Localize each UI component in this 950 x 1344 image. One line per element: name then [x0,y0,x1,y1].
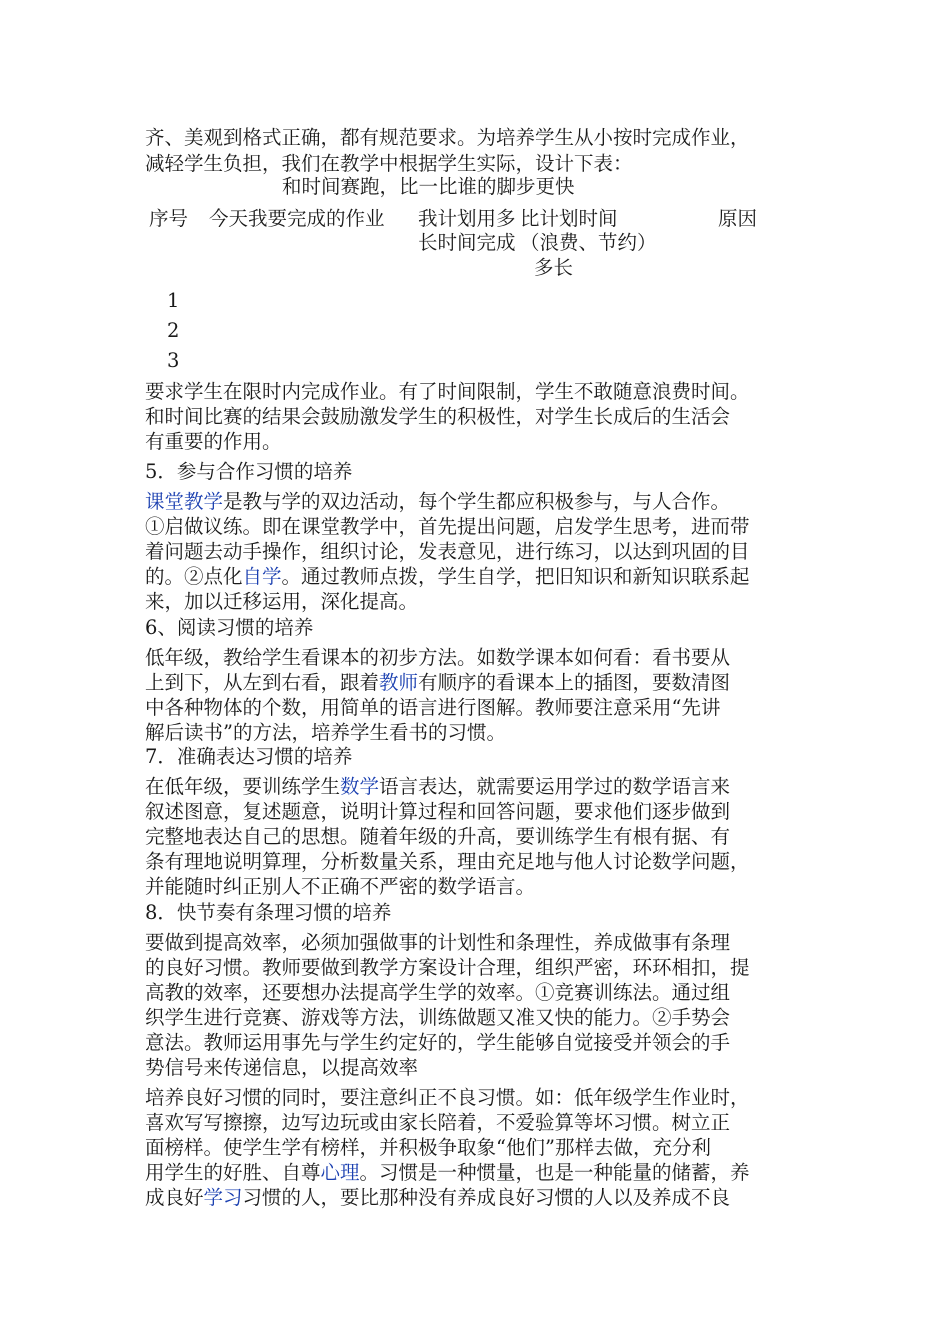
text-span: 的。②点化 [145,565,243,588]
paragraph-line: 势信号来传递信息，以提高效率 [145,1056,419,1079]
link[interactable]: 心理 [320,1161,360,1184]
header-compare: （浪费、节约） [520,231,657,254]
header-reason: 原因 [718,207,758,230]
paragraph-line: 高教的效率，还要想办法提高学生学的效率。①竞赛训练法。通过组 [145,981,731,1004]
text-span: 。习惯是一种惯量，也是一种能量的储蓄，养 [359,1161,750,1184]
section-heading: 5．参与合作习惯的培养 [145,460,353,483]
paragraph-line: 着问题去动手操作，组织讨论，发表意见，进行练习，以达到巩固的目 [145,540,750,563]
paragraph-line: 要做到提高效率，必须加强做事的计划性和条理性，养成做事有条理 [145,931,731,954]
paragraph-line [145,565,750,589]
paragraph-line: 的良好习惯。教师要做到教学方案设计合理，组织严密，环环相扣，提 [145,956,750,979]
link[interactable]: 数学 [340,775,380,798]
table-row-index: 2 [167,319,180,342]
paragraph-line: 喜欢写写擦擦，边写边玩或由家长陪着，不爱验算等坏习惯。树立正 [145,1111,731,1134]
paragraph-line [145,1161,750,1185]
section-heading: 8．快节奏有条理习惯的培养 [145,901,392,924]
paragraph-line: 意法。教师运用事先与学生约定好的，学生能够自觉接受并领会的手 [145,1031,731,1054]
text-span: 上到下，从左到右看，跟着 [145,671,380,694]
section-heading: 7．准确表达习惯的培养 [145,745,353,768]
paragraph-line: 并能随时纠正别人不正确不严密的数学语言。 [145,875,536,898]
paragraph-line: 有重要的作用。 [145,430,282,453]
table-row-index: 3 [167,349,180,372]
text-span: 是教与学的双边活动，每个学生都应积极参与，与人合作。 [223,490,731,513]
paragraph-line: 条有理地说明算理，分析数量关系，理由充足地与他人讨论数学问题， [145,850,750,873]
text-span: 语言表达，就需要运用学过的数学语言来 [379,775,731,798]
link[interactable]: 教师 [379,671,419,694]
text-span: 成良好 [145,1186,204,1209]
text-span: 习惯的人，要比那种没有养成良好习惯的人以及养成不良 [242,1186,731,1209]
link[interactable]: 自学 [242,565,282,588]
paragraph-line: 完整地表达自己的思想。随着年级的升高，要训练学生有根有据、有 [145,825,731,848]
paragraph-line: 叙述图意，复述题意，说明计算过程和回答问题，要求他们逐步做到 [145,800,731,823]
paragraph-line: ①启做议练。即在课堂教学中，首先提出问题，启发学生思考，进而带 [145,515,750,538]
link[interactable]: 学习 [203,1186,243,1209]
header-plan: 我计划用多 [418,207,516,230]
paragraph-line: 要求学生在限时内完成作业。有了时间限制，学生不敢随意浪费时间。 [145,380,750,403]
paragraph-line: 来，加以迁移运用，深化提高。 [145,590,419,613]
link[interactable]: 课堂教学 [145,490,224,513]
section-heading: 6、阅读习惯的培养 [145,616,314,639]
paragraph-line [145,775,730,799]
paragraph-line: 织学生进行竞赛、游戏等方法，训练做题又准又快的能力。②手势会 [145,1006,731,1029]
header-task: 今天我要完成的作业 [209,207,385,230]
paragraph-line: 培养良好习惯的同时，要注意纠正不良习惯。如：低年级学生作业时， [145,1086,750,1109]
table-title: 和时间赛跑，比一比谁的脚步更快 [282,175,575,198]
header-compare: 比计划时间 [520,207,618,230]
paragraph-line: 中各种物体的个数，用简单的语言进行图解。教师要注意采用“先讲 [145,696,721,719]
text-span: 有顺序的看课本上的插图，要数清图 [418,671,731,694]
paragraph-line: 和时间比赛的结果会鼓励激发学生的积极性，对学生长成后的生活会 [145,405,731,428]
paragraph-line: 面榜样。使学生学有榜样，并积极争取象“他们”那样去做，充分利 [145,1136,711,1159]
paragraph-line [145,1186,730,1210]
text-span: 用学生的好胜、自尊 [145,1161,321,1184]
paragraph-line: 齐、美观到格式正确，都有规范要求。为培养学生从小按时完成作业， [145,126,750,149]
header-plan: 长时间完成 [418,231,516,254]
table-row-index: 1 [167,289,180,312]
text-span: 在低年级，要训练学生 [145,775,341,798]
paragraph-line: 低年级，教给学生看课本的初步方法。如数学课本如何看：看书要从 [145,646,731,669]
paragraph-line [145,671,730,695]
paragraph-line [145,490,730,514]
text-span: 。通过教师点拨，学生自学，把旧知识和新知识联系起 [281,565,750,588]
header-compare: 多长 [534,256,574,279]
header-index: 序号 [149,207,189,230]
paragraph-line: 减轻学生负担，我们在教学中根据学生实际，设计下表： [145,152,633,175]
paragraph-line: 解后读书”的方法，培养学生看书的习惯。 [145,721,506,744]
